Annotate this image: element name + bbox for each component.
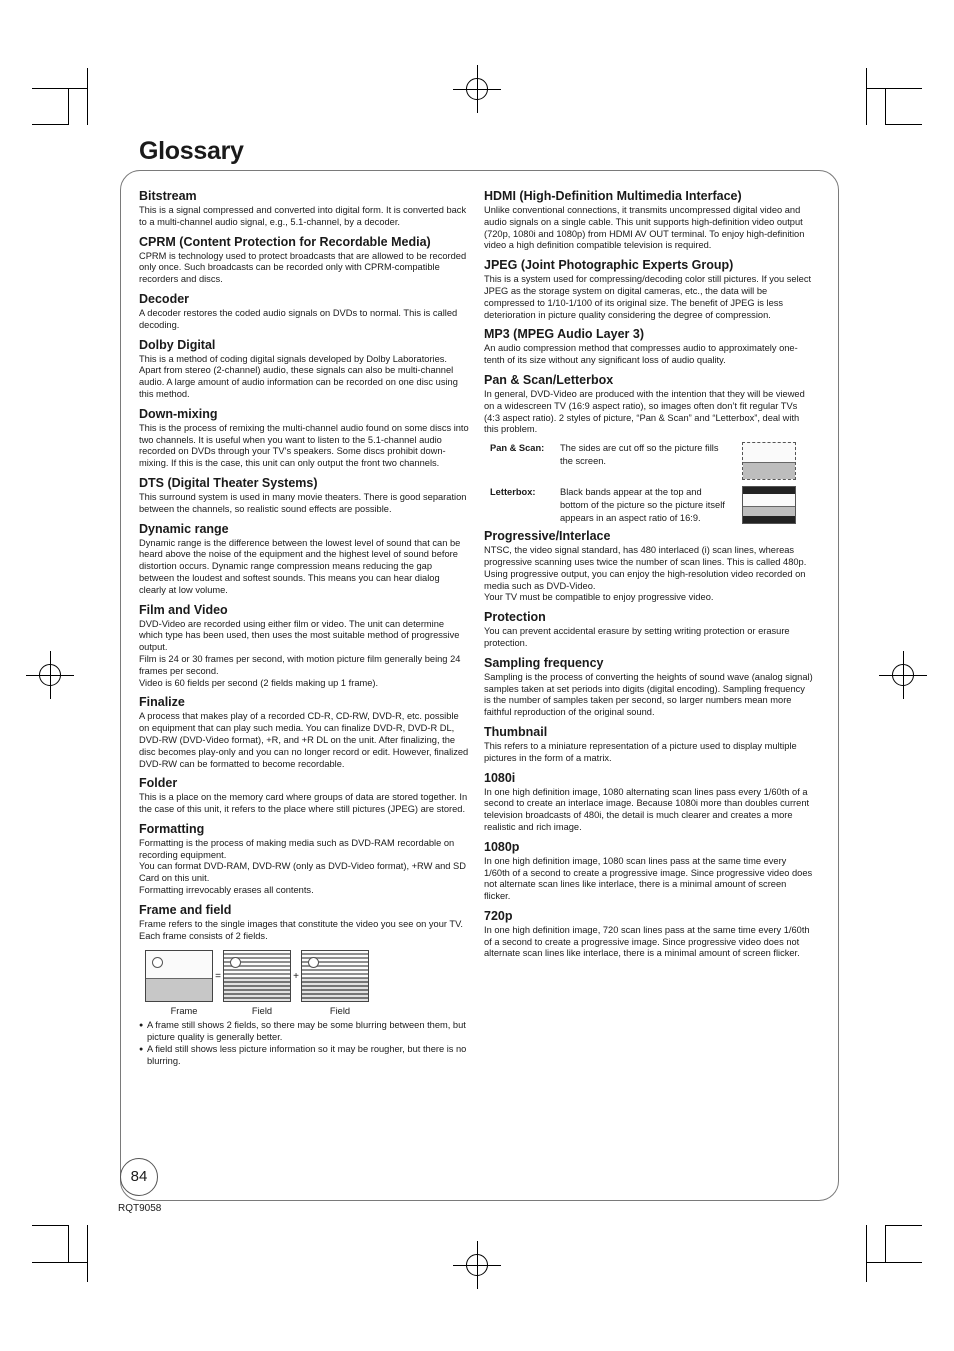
crop-mark bbox=[32, 124, 69, 125]
example-label: Pan & Scan: bbox=[490, 443, 545, 454]
glossary-definition: This is a method of coding digital signals developed by Dolby Laboratories. Apart from stereo (2-channel) audio, these signals can also be multi-channel audio. A large amount of audio information can be recorded on one disc using this method. bbox=[139, 353, 458, 399]
glossary-term: HDMI (High-Definition Multimedia Interface) bbox=[484, 189, 742, 203]
glossary-definition: In general, DVD-Video are produced with the intention that they will be viewed on a widescreen TV (16:9 aspect ratio), so images often don’t fit regular TVs (4:3 aspect ratio). 2 styles of picture, “Pan & Scan” and “Letterbox”, deal with this problem. bbox=[484, 388, 805, 435]
glossary-term: JPEG (Joint Photographic Experts Group) bbox=[484, 258, 734, 273]
glossary-definition: Formatting is the process of making media such as DVD-RAM recordable on recording equipment. You can format DVD-RAM, DVD-RW (only as DVD-Video format), +RW and SD Card on this unit. Formatting irrevocably erases all contents. bbox=[139, 837, 466, 896]
example-text: Black bands appear at the top and bottom of the picture so the picture itself appears in an aspect ratio of 16:9. bbox=[560, 487, 725, 524]
glossary-entry bbox=[484, 840, 814, 903]
glossary-term: Frame and field bbox=[139, 902, 232, 917]
figure-label-frame: Frame bbox=[170, 1006, 198, 1017]
registration-mark bbox=[892, 664, 914, 686]
glossary-entry bbox=[139, 603, 469, 690]
crop-mark bbox=[867, 1262, 922, 1263]
glossary-definition: DVD-Video are recorded using either film or video. The unit can determine which type has been used, then uses the most suitable method of progressive output. Film is 24 or 30 frames per second, with motion picture film generally being 24 frames per second. Video is 60 fields per second (2 fields making up 1 frame). bbox=[139, 618, 461, 688]
field-image bbox=[301, 950, 369, 1002]
glossary-definition: CPRM is technology used to protect broadcasts that are allowed to be recorded only once. Such broadcasts can be recorded only with CPRM-compatible recorders and discs. bbox=[139, 250, 467, 285]
crop-mark bbox=[867, 88, 922, 89]
glossary-entry bbox=[139, 903, 469, 943]
glossary-entry bbox=[484, 771, 814, 834]
glossary-term: Bitstream bbox=[139, 189, 197, 203]
glossary-term: DTS (Digital Theater Systems) bbox=[139, 475, 318, 490]
glossary-definition: In one high definition image, 720 scan lines pass at the same time every 1/60th of a second to create a progressive image. Since progressive video does not alternate scan lines like interlace, there is a minimal amount of screen flicker. bbox=[484, 924, 810, 959]
right-column bbox=[484, 189, 814, 966]
glossary-term: Folder bbox=[139, 776, 178, 791]
glossary-entry bbox=[139, 189, 469, 229]
glossary-definition: In one high definition image, 1080 scan lines pass at the same time every 1/60th of a second to create a progressive image. Since progressive video does not alternate scan lines like interlace, there is a minimal amount of screen flicker. bbox=[484, 855, 813, 902]
glossary-term: 1080i bbox=[484, 770, 516, 785]
glossary-term: Down-mixing bbox=[139, 406, 218, 421]
note-item: ● A frame still shows 2 fields, so there may be some blurring between them, but picture quality is generally better. bbox=[139, 1020, 469, 1044]
glossary-term: Dolby Digital bbox=[139, 337, 216, 352]
letterbox-example bbox=[490, 486, 814, 525]
glossary-definition: Frame refers to the single images that constitute the video you see on your TV. Each frame consists of 2 fields. bbox=[139, 918, 464, 941]
crop-mark bbox=[68, 1225, 69, 1262]
glossary-term: CPRM (Content Protection for Recordable Media) bbox=[139, 234, 431, 249]
registration-mark bbox=[466, 78, 488, 100]
glossary-entry bbox=[484, 656, 814, 719]
crop-mark bbox=[866, 68, 867, 125]
glossary-entry bbox=[484, 610, 814, 650]
glossary-entry bbox=[139, 292, 469, 332]
glossary-entry bbox=[139, 407, 469, 470]
figure-label-field: Field bbox=[251, 1006, 273, 1017]
glossary-term: Thumbnail bbox=[484, 724, 548, 739]
glossary-definition: Unlike conventional connections, it transmits uncompressed digital video and audio signals on a single cable. This unit supports high-definition video output (720p, 1080i and 1080p) from HDMI AV OUT terminal. To enjoy high-definition video a high definition compatible television is required. bbox=[484, 205, 805, 251]
glossary-term: Dynamic range bbox=[139, 521, 229, 536]
glossary-entry bbox=[484, 258, 814, 321]
note-item: ● A field still shows less picture information so it may be rougher, but there is no blurring. bbox=[139, 1044, 469, 1068]
glossary-definition: A process that makes play of a recorded CD-R, CD-RW, DVD-R, etc. possible on equipment that can play such media. You can finalize DVD-R, DVD-R DL, DVD-RW (DVD-Video format), +R, and +R DL on the unit. After finalizing, the disc becomes play-only and you can no longer record or edit. However, finalized DVD-RW can be formatted to become recordable. bbox=[139, 711, 469, 769]
plus-sign: + bbox=[293, 970, 299, 982]
figure-label-field: Field bbox=[329, 1006, 351, 1017]
example-label: Letterbox: bbox=[490, 487, 536, 498]
glossary-definition: A decoder restores the coded audio signals on DVDs to normal. This is called decoding. bbox=[139, 307, 458, 330]
glossary-term: Protection bbox=[484, 610, 546, 625]
glossary-entry bbox=[484, 529, 814, 604]
crop-mark bbox=[87, 68, 88, 125]
glossary-entry bbox=[484, 327, 814, 367]
glossary-definition: This is a system used for compressing/decoding color still pictures. If you select JPEG as the storage system on digital cameras, etc., the data will be compressed to 1/10-1/100 of its original size. The benefit of JPEG is less deterioration in picture quality considering the degree of compression. bbox=[484, 274, 812, 320]
crop-mark bbox=[885, 88, 886, 125]
glossary-definition: In one high definition image, 1080 alternating scan lines pass every 1/60th of a second to create an interlace image. Because 1080i more than doubles current television broadcasts of 480i, the detail is much clearer and creates a more realistic and rich image. bbox=[484, 786, 810, 832]
glossary-term: 720p bbox=[484, 908, 513, 923]
equals-sign: = bbox=[215, 970, 221, 982]
pan-scan-example bbox=[490, 442, 814, 480]
glossary-definition: This is the process of remixing the multi-channel audio found on some discs into two channels. It is useful when you want to listen to the 5.1-channel audio recorded on DVDs through your TV’s speakers. Some discs prohibit down-mixing. If this is the case, this unit can only output the front two channels. bbox=[139, 422, 469, 469]
document-code: RQT9058 bbox=[118, 1203, 162, 1214]
glossary-entry bbox=[139, 776, 469, 816]
glossary-definition: This surround system is used in many movie theaters. There is good separation between the channels, so realistic sound effects are possible. bbox=[139, 491, 467, 514]
glossary-definition: NTSC, the video signal standard, has 480 interlaced (i) scan lines, whereas progressive scanning uses twice the number of scan lines. This is called 480p. Using progressive output, you can enjoy the high-resolution video recorded on media such as DVD-Video. Your TV must be compatible to enjoy progressive video. bbox=[484, 545, 807, 603]
letterbox-image bbox=[742, 486, 796, 524]
glossary-definition: This refers to a miniature representation of a picture used to display multiple pictures in the form of a matrix. bbox=[484, 740, 797, 763]
glossary-entry bbox=[139, 522, 469, 597]
glossary-term: Progressive/Interlace bbox=[484, 529, 611, 544]
glossary-entry bbox=[484, 909, 814, 960]
glossary-entry bbox=[139, 695, 469, 770]
crop-mark bbox=[32, 1225, 69, 1226]
crop-mark bbox=[885, 1225, 886, 1262]
glossary-entry bbox=[139, 476, 469, 516]
crop-mark bbox=[87, 1225, 88, 1282]
frame-image bbox=[145, 950, 213, 1002]
glossary-entry bbox=[139, 235, 469, 286]
glossary-entry bbox=[139, 338, 469, 401]
glossary-definition: You can prevent accidental erasure by setting writing protection or erasure protection. bbox=[484, 626, 790, 648]
glossary-definition: An audio compression method that compresses audio to approximately one-tenth of its size without any significant loss of audio quality. bbox=[484, 343, 798, 366]
glossary-entry bbox=[484, 189, 814, 252]
glossary-term: Formatting bbox=[139, 821, 205, 836]
page-number: 84 bbox=[120, 1158, 158, 1196]
crop-mark bbox=[68, 88, 69, 125]
glossary-entry bbox=[484, 373, 814, 436]
registration-mark bbox=[466, 1254, 488, 1276]
example-text: The sides are cut off so the picture fills the screen. bbox=[560, 443, 719, 467]
glossary-term: Finalize bbox=[139, 695, 185, 710]
glossary-term: Pan & Scan/Letterbox bbox=[484, 372, 614, 387]
figure-labels bbox=[145, 1006, 469, 1016]
glossary-term: MP3 (MPEG Audio Layer 3) bbox=[484, 327, 644, 342]
glossary-term: Decoder bbox=[139, 291, 190, 306]
glossary-definition: This is a signal compressed and converted into digital form. It is converted back to a multi-channel audio signal, e.g., 5.1-channel, by a decoder. bbox=[139, 205, 467, 227]
glossary-entry bbox=[484, 725, 814, 765]
pan-scan-image bbox=[742, 442, 796, 480]
glossary-definition: Sampling is the process of converting the heights of sound wave (analog signal) samples taken at set periods into digits (digital encoding). Sampling frequency is the number of samples taken per second, so larger numbers mean more faithful reproduction of the original sound. bbox=[484, 671, 813, 718]
glossary-definition: Dynamic range is the difference between the lowest level of sound that can be heard above the noise of the equipment and the highest level of sound before distortion occurs. Dynamic range compression means reducing the gap between the loudest and softest sounds. This means you can hear dialog clearly at low volume. bbox=[139, 537, 461, 595]
glossary-term: Sampling frequency bbox=[484, 655, 604, 670]
page-title: Glossary bbox=[139, 137, 244, 165]
frame-notes bbox=[139, 1020, 469, 1067]
frame-field-figure bbox=[145, 950, 469, 1002]
crop-mark bbox=[866, 1225, 867, 1282]
field-image bbox=[223, 950, 291, 1002]
left-column bbox=[139, 189, 469, 1068]
glossary-definition: This is a place on the memory card where groups of data are stored together. In the case of this unit, it refers to the place where still pictures (JPEG) are stored. bbox=[139, 792, 468, 815]
glossary-term: 1080p bbox=[484, 839, 520, 854]
registration-mark bbox=[39, 664, 61, 686]
crop-mark bbox=[32, 1262, 87, 1263]
glossary-entry bbox=[139, 822, 469, 897]
crop-mark bbox=[885, 1225, 922, 1226]
crop-mark bbox=[32, 88, 87, 89]
crop-mark bbox=[885, 124, 922, 125]
glossary-term: Film and Video bbox=[139, 602, 228, 617]
